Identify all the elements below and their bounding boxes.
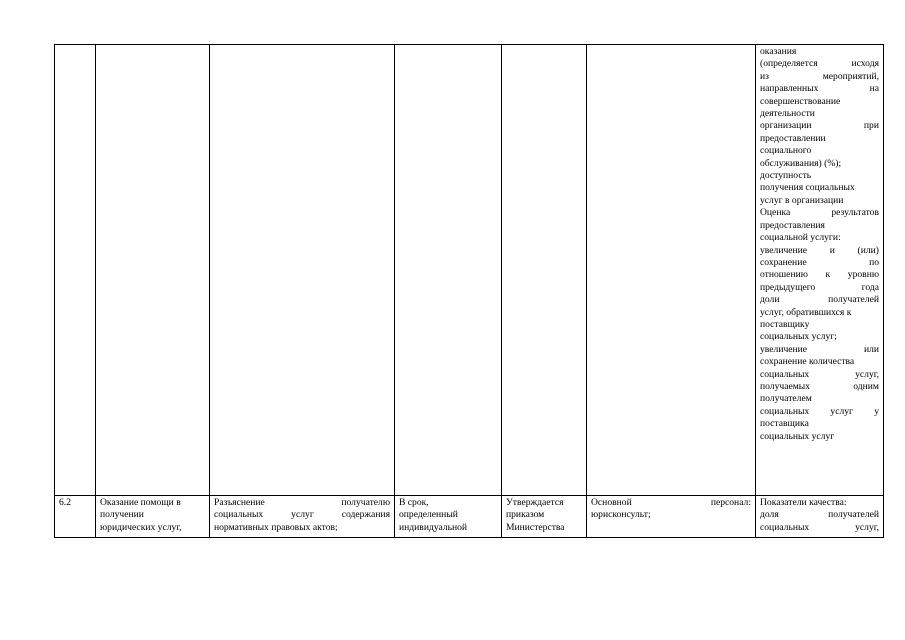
cell-text-line: из мероприятий, xyxy=(760,70,879,82)
cell-text-line: социальных услуг xyxy=(760,430,835,442)
cell-approval xyxy=(502,45,587,496)
cell-text-line: услуг, обратившихся к xyxy=(760,306,852,318)
cell-text-line: доля получателей xyxy=(760,509,879,521)
table-row xyxy=(55,45,884,496)
services-table xyxy=(54,44,884,538)
cell-text-line: сохранение количества xyxy=(760,356,855,368)
cell-text-line: получаемых одним xyxy=(760,380,879,392)
cell-text-line: сохранение по xyxy=(760,256,879,268)
cell-text-line: социальных услуг у xyxy=(760,405,879,417)
cell-text-line: направленных на xyxy=(760,83,879,95)
cell-text-line: Показатели качества: xyxy=(760,497,847,508)
cell-service-name xyxy=(96,496,210,538)
cell-text-line: В срок, xyxy=(399,497,429,508)
cell-text-line: получения социальных xyxy=(760,182,855,194)
cell-text-line: юридических услуг, xyxy=(100,521,182,533)
cell-text-line: доступность xyxy=(760,170,812,182)
cell-text-line: приказом xyxy=(506,509,545,521)
cell-text-line: организации при xyxy=(760,120,879,132)
cell-personnel xyxy=(587,45,756,496)
cell-text-line: предоставлении xyxy=(760,132,826,144)
cell-text-line: получении xyxy=(100,509,144,521)
cell-quality-indicators xyxy=(756,496,884,538)
cell-text-line: Утверждается xyxy=(506,497,564,508)
row-number: 6.2 xyxy=(59,497,71,508)
cell-text-line: Основной персонал: xyxy=(591,497,751,508)
cell-quality-indicators xyxy=(756,45,884,496)
cell-text-line: Оказание помощи в xyxy=(100,497,181,508)
cell-description xyxy=(210,496,395,538)
cell-text-line: поставщика xyxy=(760,418,809,430)
cell-text-line: увеличение и (или) xyxy=(760,244,879,256)
cell-text-line: социальных услуг, xyxy=(760,521,879,533)
cell-text-line: предыдущего года xyxy=(760,281,879,293)
cell-text-line: Министерства xyxy=(506,521,565,533)
table-row xyxy=(55,496,884,538)
cell-text-line: Оценка результатов xyxy=(760,207,879,219)
cell-text-line: отношению к уровню xyxy=(760,269,879,281)
cell-text-line: поставщику xyxy=(760,318,810,330)
cell-text-line: оказания xyxy=(760,46,797,57)
cell-text-line: индивидуальной xyxy=(399,521,468,533)
cell-text-line: определенный xyxy=(399,509,458,521)
cell-text-line: доли получателей xyxy=(760,294,879,306)
cell-text-line: (определяется исходя xyxy=(760,58,879,70)
cell-text-line: социальных услуг; xyxy=(760,331,837,343)
cell-text-line: совершенствование xyxy=(760,95,841,107)
cell-text-line: социального xyxy=(760,145,812,157)
cell-text-line: юрисконсульт; xyxy=(591,509,651,521)
cell-term xyxy=(395,496,502,538)
cell-service-name xyxy=(96,45,210,496)
cell-number xyxy=(55,45,96,496)
cell-description xyxy=(210,45,395,496)
cell-number xyxy=(55,496,96,538)
cell-text-line: социальной услуги: xyxy=(760,232,841,244)
cell-text-line: услуг в организации xyxy=(760,194,844,206)
cell-approval xyxy=(502,496,587,538)
cell-text-line: увеличение или xyxy=(760,343,879,355)
cell-text-line: Разъяснение получателю xyxy=(214,497,390,508)
cell-text-line: социальных услуг содержания xyxy=(214,509,390,521)
cell-personnel xyxy=(587,496,756,538)
cell-text-line: деятельности xyxy=(760,108,815,120)
cell-text-line: нормативных правовых актов; xyxy=(214,521,338,533)
cell-term xyxy=(395,45,502,496)
cell-text-line: обслуживания) (%); xyxy=(760,157,842,169)
cell-text-line: предоставления xyxy=(760,219,825,231)
cell-text-line: социальных услуг, xyxy=(760,368,879,380)
cell-text-line: получателем xyxy=(760,393,812,405)
